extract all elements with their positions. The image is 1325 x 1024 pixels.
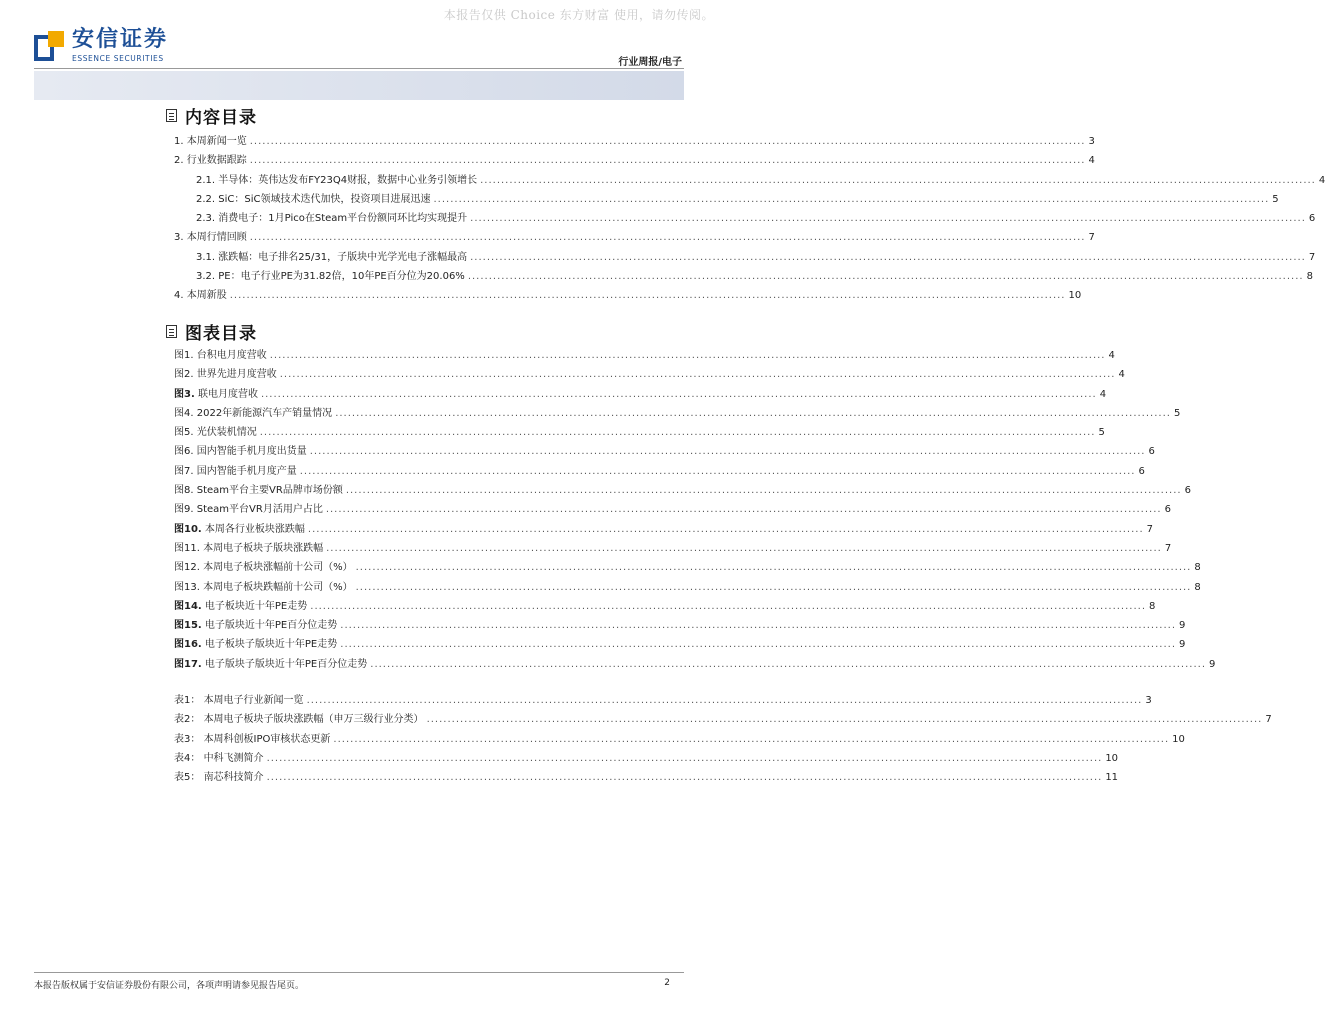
company-logo <box>34 28 168 63</box>
entry-text: 行业数据跟踪 <box>186 155 247 167</box>
entry-label <box>174 539 326 558</box>
toc-entry[interactable] <box>166 539 1172 558</box>
entry-page: 7 <box>1164 542 1172 554</box>
toc-entry[interactable] <box>166 616 1186 635</box>
entry-text: 本周电子板块跌幅前十公司（%） <box>203 581 353 593</box>
entry-page: 5 <box>1272 193 1279 205</box>
entry-page: 3 <box>1145 695 1152 707</box>
dot-leader: ........................................................................................................................................................................................................ <box>335 407 1171 419</box>
dot-leader: ........................................................................................................................................................................................................ <box>307 523 1144 535</box>
entry-label <box>174 691 307 710</box>
entry-page: 5 <box>1098 427 1105 439</box>
entry-number: 图5. <box>174 427 194 439</box>
toc-entry[interactable] <box>166 151 1095 170</box>
toc-section <box>166 104 1325 306</box>
entry-number: 表1： <box>174 695 201 707</box>
toc-entry[interactable] <box>166 365 1125 384</box>
list-icon <box>166 325 177 338</box>
toc-entry[interactable] <box>166 248 1316 267</box>
entry-page: 9 <box>1179 620 1186 632</box>
dot-leader: ........................................................................................................................................................................................................ <box>325 504 1162 516</box>
entry-number: 图10. <box>174 523 202 535</box>
entry-page: 9 <box>1209 658 1216 670</box>
entry-number: 图4. <box>174 407 194 419</box>
entry-page: 9 <box>1179 639 1186 651</box>
toc-entry[interactable] <box>166 404 1181 423</box>
dot-leader: ........................................................................................................................................................................................................ <box>467 271 1304 283</box>
list-icon <box>166 109 177 122</box>
dot-leader: ........................................................................................................................................................................................................ <box>260 388 1097 400</box>
table-list <box>166 691 1272 787</box>
toc-entry[interactable] <box>166 481 1191 500</box>
entry-label <box>174 346 270 365</box>
entry-number: 图1. <box>174 350 194 361</box>
entry-page: 8 <box>1194 562 1201 574</box>
entry-label <box>174 365 280 384</box>
entry-text: 电子板块子版块近十年PE走势 <box>204 639 338 651</box>
dot-leader: ........................................................................................................................................................................................................ <box>355 562 1192 574</box>
logo-icon <box>34 31 64 61</box>
entry-label <box>174 730 333 749</box>
entry-number: 3. <box>174 232 184 244</box>
entry-number: 图2. <box>174 369 194 381</box>
entry-number: 4. <box>174 290 184 302</box>
entry-label <box>174 635 340 654</box>
entry-text: 中科飞测简介 <box>203 752 264 764</box>
toc-entry[interactable] <box>166 768 1119 787</box>
dot-leader: ........................................................................................................................................................................................................ <box>259 427 1096 439</box>
entry-label <box>174 710 427 729</box>
toc-entry[interactable] <box>166 710 1272 729</box>
entry-text: 国内智能手机月度出货量 <box>196 446 307 458</box>
toc-entry[interactable] <box>166 209 1316 228</box>
dot-leader: ........................................................................................................................................................................................................ <box>249 155 1086 167</box>
dot-leader: ........................................................................................................................................................................................................ <box>269 350 1106 361</box>
dot-leader: ........................................................................................................................................................................................................ <box>355 581 1192 593</box>
entry-page: 5 <box>1173 407 1181 419</box>
dot-leader: ........................................................................................................................................................................................................ <box>340 639 1177 651</box>
entry-text: 南芯科技简介 <box>203 772 264 784</box>
toc-entry[interactable] <box>166 520 1154 539</box>
entry-page: 6 <box>1138 465 1145 477</box>
entry-text: 本周电子板块涨幅前十公司（%） <box>203 562 353 574</box>
entry-text: 世界先进月度营收 <box>196 369 277 381</box>
entry-text: 本周各行业板块涨跌幅 <box>204 523 305 535</box>
watermark: 本报告仅供 Choice 东方财富 使用，请勿传阅。 <box>443 8 714 22</box>
toc-title: 内容目录 <box>185 107 257 128</box>
dot-leader: ........................................................................................................................................................................................................ <box>333 733 1170 745</box>
entry-label <box>174 385 261 404</box>
footer-divider <box>34 972 684 973</box>
toc-entry[interactable] <box>166 578 1201 597</box>
toc-heading <box>166 104 684 126</box>
dot-leader: ........................................................................................................................................................................................................ <box>249 232 1086 244</box>
entry-page: 3 <box>1088 136 1095 147</box>
entry-number: 图3. <box>174 388 195 400</box>
dot-leader: ........................................................................................................................................................................................................ <box>433 193 1270 205</box>
dot-leader: ........................................................................................................................................................................................................ <box>279 369 1116 381</box>
entry-text: 涨跌幅：电子排名25/31，子版块中光学光电子涨幅最高 <box>218 251 468 263</box>
entry-page: 10 <box>1068 290 1082 302</box>
logo-cn-text: 安信证券 <box>72 27 169 52</box>
entry-label <box>174 597 310 616</box>
entry-number: 图16. <box>174 639 202 651</box>
entry-text: 2022年新能源汽车产销量情况 <box>196 407 333 419</box>
entry-text: 本周新闻一览 <box>186 136 247 147</box>
dot-leader: ........................................................................................................................................................................................................ <box>229 290 1066 302</box>
entry-page: 7 <box>1308 251 1316 263</box>
page-number: 2 <box>664 978 670 988</box>
entry-page: 7 <box>1146 523 1154 535</box>
entry-label <box>174 286 230 305</box>
toc-entry[interactable] <box>166 423 1105 442</box>
entry-page: 8 <box>1194 581 1201 593</box>
entry-page: 6 <box>1148 446 1155 458</box>
dot-leader: ........................................................................................................................................................................................................ <box>470 251 1306 263</box>
entry-page: 7 <box>1265 714 1272 726</box>
entry-number: 2. <box>174 155 184 167</box>
entry-number: 图15. <box>174 620 202 632</box>
toc-entry[interactable] <box>166 346 1115 365</box>
entry-page: 4 <box>1318 174 1325 186</box>
dot-leader: ........................................................................................................................................................................................................ <box>345 485 1182 497</box>
dot-leader: ........................................................................................................................................................................................................ <box>310 600 1147 612</box>
figure-list <box>166 346 1216 674</box>
logo-en-text: ESSENCE SECURITIES <box>72 54 164 63</box>
entry-text: 电子版块子版块近十年PE百分位走势 <box>204 658 368 670</box>
entry-text: Steam平台VR月活用户占比 <box>196 504 323 516</box>
toc-entry[interactable] <box>166 730 1185 749</box>
entry-label <box>174 578 356 597</box>
dot-leader: ........................................................................................................................................................................................................ <box>299 465 1136 477</box>
toc-entry[interactable] <box>166 442 1155 461</box>
toc-entry[interactable] <box>166 228 1095 247</box>
entry-page: 8 <box>1149 600 1156 612</box>
dot-leader: ........................................................................................................................................................................................................ <box>370 658 1207 670</box>
entry-text: 消费电子：1月Pico在Steam平台份额同环比均实现提升 <box>218 213 468 225</box>
dot-leader: ........................................................................................................................................................................................................ <box>309 446 1146 458</box>
dot-leader: ........................................................................................................................................................................................................ <box>306 695 1143 707</box>
entry-text: 台积电月度营收 <box>196 350 267 361</box>
entry-text: 本周科创板IPO审核状态更新 <box>203 733 331 745</box>
lof-heading <box>166 320 684 342</box>
header-divider <box>34 68 684 69</box>
entry-number: 图14. <box>174 600 202 612</box>
toc-list <box>166 132 1325 306</box>
entry-number: 1. <box>174 136 184 147</box>
entry-label <box>174 151 250 170</box>
entry-page: 10 <box>1105 752 1119 764</box>
entry-number: 表2： <box>174 714 201 726</box>
toc-entry[interactable] <box>166 171 1325 190</box>
entry-text: Steam平台主要VR品牌市场份额 <box>196 485 343 497</box>
entry-label <box>174 749 267 768</box>
entry-text: 本周电子行业新闻一览 <box>203 695 304 707</box>
toc-entry[interactable] <box>166 267 1313 286</box>
toc-entry[interactable] <box>166 132 1095 151</box>
entry-text: 国内智能手机月度产量 <box>196 465 297 477</box>
entry-number: 图8. <box>174 485 194 497</box>
dot-leader: ........................................................................................................................................................................................................ <box>470 213 1306 225</box>
entry-page: 7 <box>1088 232 1095 244</box>
toc-entry[interactable] <box>166 558 1201 577</box>
entry-label <box>174 404 335 423</box>
entry-number: 表5： <box>174 772 201 784</box>
toc-entry[interactable] <box>166 655 1216 674</box>
report-type: 行业周报/电子 <box>618 57 682 68</box>
entry-page: 6 <box>1308 213 1316 225</box>
dot-leader: ........................................................................................................................................................................................................ <box>340 620 1177 632</box>
entry-label <box>174 768 267 787</box>
entry-page: 11 <box>1105 772 1119 784</box>
dot-leader: ........................................................................................................................................................................................................ <box>326 542 1162 554</box>
entry-text: 联电月度营收 <box>197 388 258 400</box>
entry-text: 本周电子板块子版块涨跌幅 <box>203 542 324 554</box>
entry-number: 图17. <box>174 658 202 670</box>
entry-label <box>196 190 434 209</box>
dot-leader: ........................................................................................................................................................................................................ <box>480 174 1316 186</box>
toc-entry[interactable] <box>166 500 1171 519</box>
entry-number: 2.3. <box>196 213 216 225</box>
entry-number: 表3： <box>174 733 201 745</box>
entry-number: 2.1. <box>196 174 216 186</box>
entry-label <box>174 228 250 247</box>
entry-label <box>196 209 470 228</box>
toc-entry[interactable] <box>166 597 1156 616</box>
toc-entry[interactable] <box>166 691 1152 710</box>
entry-number: 表4： <box>174 752 201 764</box>
entry-page: 4 <box>1088 155 1095 167</box>
entry-text: 光伏装机情况 <box>196 427 257 439</box>
toc-entry[interactable] <box>166 385 1107 404</box>
entry-text: SiC：SiC领域技术迭代加快，投资项目进展迅速 <box>218 193 431 205</box>
lof-title: 图表目录 <box>185 323 257 344</box>
entry-label <box>196 267 468 286</box>
toc-entry[interactable] <box>166 190 1279 209</box>
toc-entry[interactable] <box>166 462 1145 481</box>
entry-text: 本周行情回顾 <box>186 232 247 244</box>
entry-text: 本周电子板块子版块涨跌幅（申万三级行业分类） <box>203 714 424 726</box>
entry-label <box>174 442 310 461</box>
entry-number: 图7. <box>174 465 194 477</box>
entry-label <box>174 481 346 500</box>
dot-leader: ........................................................................................................................................................................................................ <box>426 714 1263 726</box>
entry-label <box>174 423 260 442</box>
entry-label <box>174 558 356 577</box>
entry-number: 3.1. <box>196 251 216 263</box>
entry-number: 图6. <box>174 446 194 458</box>
entry-label <box>174 500 326 519</box>
toc-entry[interactable] <box>166 286 1082 305</box>
entry-label <box>196 248 470 267</box>
entry-page: 4 <box>1108 350 1115 361</box>
entry-label <box>174 655 370 674</box>
lof-section <box>166 320 1272 788</box>
header-banner <box>34 71 684 100</box>
dot-leader: ........................................................................................................................................................................................................ <box>266 752 1103 764</box>
entry-number: 图9. <box>174 504 194 516</box>
entry-text: PE：电子行业PE为31.82倍，10年PE百分位为20.06% <box>218 271 465 283</box>
entry-page: 6 <box>1184 485 1191 497</box>
entry-text: 半导体：英伟达发布FY23Q4财报，数据中心业务引领增长 <box>218 174 478 186</box>
entry-label <box>196 171 480 190</box>
entry-label <box>174 462 300 481</box>
entry-text: 电子版块近十年PE百分位走势 <box>204 620 338 632</box>
entry-page: 4 <box>1118 369 1125 381</box>
toc-entry[interactable] <box>166 749 1119 768</box>
entry-page: 6 <box>1164 504 1171 516</box>
entry-label <box>174 132 250 151</box>
entry-page: 4 <box>1099 388 1107 400</box>
dot-leader: ........................................................................................................................................................................................................ <box>266 772 1103 784</box>
entry-page: 8 <box>1306 271 1313 283</box>
entry-text: 本周新股 <box>186 290 227 302</box>
entry-number: 3.2. <box>196 271 216 283</box>
entry-number: 图12. <box>174 562 200 574</box>
entry-number: 图11. <box>174 542 200 554</box>
entry-label <box>174 520 308 539</box>
entry-label <box>174 616 340 635</box>
toc-entry[interactable] <box>166 635 1186 654</box>
entry-number: 2.2. <box>196 193 216 205</box>
entry-number: 图13. <box>174 581 200 593</box>
entry-text: 电子板块近十年PE走势 <box>204 600 308 612</box>
footer-disclaimer: 本报告版权属于安信证券股份有限公司，各项声明请参见报告尾页。 <box>34 981 305 991</box>
dot-leader: ........................................................................................................................................................................................................ <box>249 136 1086 147</box>
entry-page: 10 <box>1172 733 1185 745</box>
